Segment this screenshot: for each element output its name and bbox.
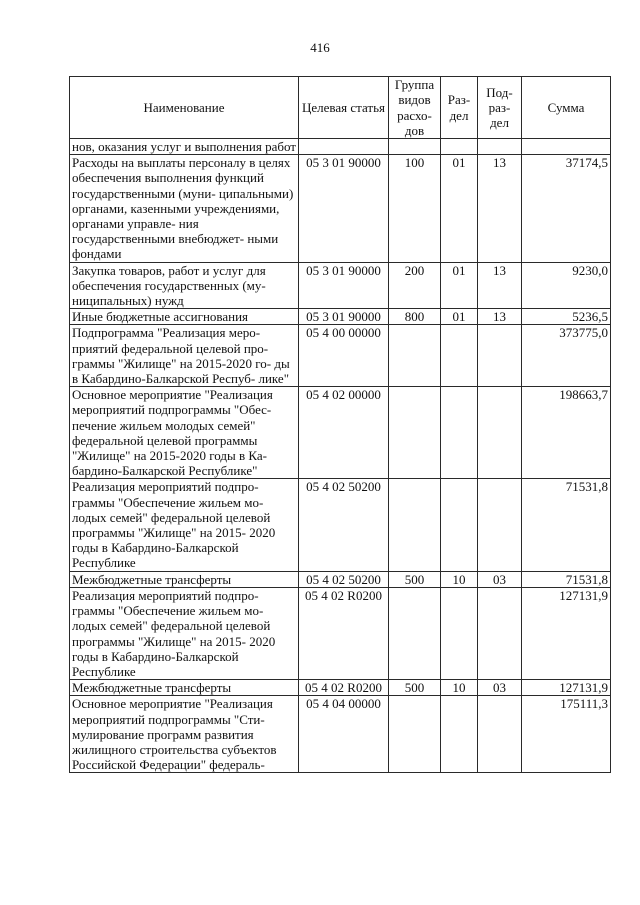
cell-sum <box>522 139 611 155</box>
table-row <box>70 387 611 479</box>
cell-sum: 71531,8 <box>522 571 611 587</box>
cell-section: 01 <box>441 309 478 325</box>
column-header-subsection: Под- раз- дел <box>478 77 522 139</box>
cell-group: 800 <box>389 309 441 325</box>
cell-sum: 175111,3 <box>522 696 611 773</box>
cell-sum: 37174,5 <box>522 155 611 262</box>
table-row <box>70 587 611 679</box>
cell-target: 05 4 02 50200 <box>299 479 389 571</box>
cell-name: нов, оказания услуг и выполнения работ <box>70 139 299 155</box>
cell-sum: 373775,0 <box>522 325 611 387</box>
column-header-target: Целевая статья <box>299 77 389 139</box>
cell-name: Расходы на выплаты персоналу в целях обеспечения выполнения функций государственными (муни- ципальными) органами, казенными учреждениями, органами управле- ния государственными внебюджет- ными фондами <box>70 155 299 262</box>
table-row <box>70 155 611 262</box>
cell-name: Реализация мероприятий подпро- граммы "Обеспечение жильем мо- лодых семей" федеральной целевой программы "Жилище" на 2015- 2020 годы в Кабардино-Балкарской Республике <box>70 479 299 571</box>
page-number: 416 <box>310 40 330 55</box>
table-row <box>70 680 611 696</box>
cell-section: 01 <box>441 262 478 309</box>
cell-name: Иные бюджетные ассигнования <box>70 309 299 325</box>
cell-name: Основное мероприятие "Реализация мероприятий подпрограммы "Сти- мулирование программ развития жилищного строительства субъектов Российской Федерации" федераль- <box>70 696 299 773</box>
column-header-name: Наименование <box>70 77 299 139</box>
cell-section <box>441 325 478 387</box>
cell-subsection: 03 <box>478 571 522 587</box>
cell-group: 500 <box>389 571 441 587</box>
table-row <box>70 309 611 325</box>
table-row <box>70 262 611 309</box>
cell-group <box>389 479 441 571</box>
cell-section: 10 <box>441 571 478 587</box>
cell-sum: 198663,7 <box>522 387 611 479</box>
column-header-group: Группа видов расхо- дов <box>389 77 441 139</box>
cell-section: 01 <box>441 155 478 262</box>
cell-sum: 9230,0 <box>522 262 611 309</box>
cell-subsection: 13 <box>478 309 522 325</box>
cell-group: 100 <box>389 155 441 262</box>
cell-name: Подпрограмма "Реализация меро- приятий федеральной целевой про- граммы "Жилище" на 2015-2020 го- ды в Кабардино-Балкарской Респуб- лике" <box>70 325 299 387</box>
cell-target: 05 4 04 00000 <box>299 696 389 773</box>
cell-name: Реализация мероприятий подпро- граммы "Обеспечение жильем мо- лодых семей" федеральной целевой программы "Жилище" на 2015- 2020 годы в Кабардино-Балкарской Республике <box>70 587 299 679</box>
table-body <box>70 139 611 773</box>
cell-section <box>441 479 478 571</box>
table-row <box>70 479 611 571</box>
cell-section <box>441 587 478 679</box>
cell-sum: 127131,9 <box>522 680 611 696</box>
column-header-section: Раз- дел <box>441 77 478 139</box>
cell-section <box>441 387 478 479</box>
cell-target: 05 3 01 90000 <box>299 309 389 325</box>
cell-subsection <box>478 139 522 155</box>
cell-section <box>441 139 478 155</box>
cell-group: 500 <box>389 680 441 696</box>
cell-group: 200 <box>389 262 441 309</box>
cell-target: 05 3 01 90000 <box>299 155 389 262</box>
cell-subsection <box>478 325 522 387</box>
cell-group <box>389 387 441 479</box>
cell-section: 10 <box>441 680 478 696</box>
cell-target: 05 4 02 R0200 <box>299 680 389 696</box>
cell-target: 05 4 00 00000 <box>299 325 389 387</box>
cell-subsection <box>478 696 522 773</box>
cell-subsection <box>478 387 522 479</box>
cell-sum: 71531,8 <box>522 479 611 571</box>
table-row <box>70 696 611 773</box>
cell-subsection <box>478 479 522 571</box>
table-header-row <box>70 77 611 139</box>
cell-subsection <box>478 587 522 679</box>
cell-target: 05 4 02 00000 <box>299 387 389 479</box>
cell-group <box>389 139 441 155</box>
cell-subsection: 13 <box>478 262 522 309</box>
table-row <box>70 571 611 587</box>
cell-group <box>389 325 441 387</box>
cell-target: 05 4 02 R0200 <box>299 587 389 679</box>
cell-group <box>389 696 441 773</box>
column-header-sum: Сумма <box>522 77 611 139</box>
cell-target: 05 3 01 90000 <box>299 262 389 309</box>
budget-table <box>69 76 611 773</box>
cell-target <box>299 139 389 155</box>
cell-name: Закупка товаров, работ и услуг для обеспечения государственных (му- ниципальных) нужд <box>70 262 299 309</box>
cell-subsection: 13 <box>478 155 522 262</box>
cell-sum: 127131,9 <box>522 587 611 679</box>
cell-subsection: 03 <box>478 680 522 696</box>
cell-section <box>441 696 478 773</box>
table-row <box>70 325 611 387</box>
cell-sum: 5236,5 <box>522 309 611 325</box>
cell-name: Межбюджетные трансферты <box>70 680 299 696</box>
table-row <box>70 139 611 155</box>
cell-target: 05 4 02 50200 <box>299 571 389 587</box>
cell-name: Основное мероприятие "Реализация мероприятий подпрограммы "Обес- печение жильем молодых семей" федеральной целевой программы "Жилище" на 2015-2020 годы в Ка- бардино-Балкарской Республике" <box>70 387 299 479</box>
cell-group <box>389 587 441 679</box>
cell-name: Межбюджетные трансферты <box>70 571 299 587</box>
